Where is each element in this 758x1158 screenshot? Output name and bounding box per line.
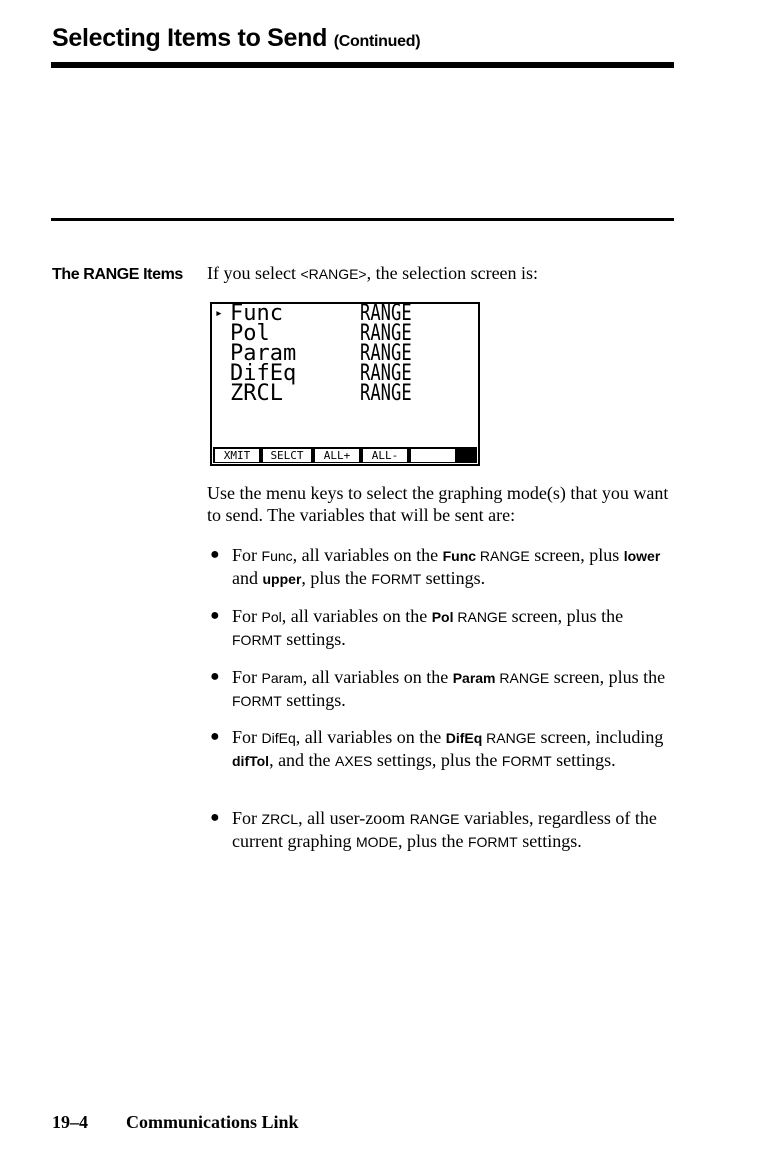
row-range: RANGE — [360, 361, 412, 386]
menu-key-all-plus[interactable]: ALL+ — [315, 449, 359, 462]
header-rule — [51, 62, 674, 68]
row-range: RANGE — [360, 341, 412, 366]
continued-label: (Continued) — [333, 33, 421, 50]
row-range: RANGE — [360, 321, 412, 346]
range-key: <RANGE> — [300, 266, 367, 282]
row-range: RANGE — [360, 301, 412, 326]
menu-key-empty — [411, 449, 455, 462]
description-paragraph: Use the menu keys to select the graphing mode(s) that you want to send. The variables that will be sent are: — [207, 483, 669, 525]
row-range: RANGE — [360, 381, 412, 406]
title-text: Selecting Items to Send — [52, 24, 328, 52]
chapter-title: Communications Link — [126, 1112, 299, 1132]
bullet-icon: ● — [210, 809, 220, 826]
list-item-pol: ● For Pol, all variables on the Pol RANGE screen, plus the FORMT settings. — [210, 606, 624, 649]
menu-key-all-minus[interactable]: ALL- — [363, 449, 407, 462]
list-item-zrcl: ● For ZRCL, all user-zoom RANGE variables, regardless of the current graphing MODE, plus the FORMT settings. — [210, 808, 657, 851]
section-heading: The RANGE Items — [52, 266, 183, 283]
page-title — [52, 24, 420, 53]
bullet-icon: ● — [210, 668, 220, 685]
row-name: Param — [230, 341, 297, 366]
menu-key-selct[interactable]: SELCT — [263, 449, 311, 462]
menu-key-xmit[interactable]: XMIT — [215, 449, 259, 462]
list-item-difeq: ● For DifEq, all variables on the DifEq RANGE screen, including difTol, and the AXES settings, plus the FORMT settings. — [210, 727, 664, 770]
row-name: DifEq — [230, 361, 297, 386]
menu-bar — [213, 447, 477, 463]
section-divider — [51, 218, 674, 221]
row-name: Pol — [230, 321, 270, 346]
calculator-screen — [210, 302, 480, 466]
bullet-icon: ● — [210, 546, 220, 563]
bullet-icon: ● — [210, 607, 220, 624]
list-item-func: ● For Func, all variables on the Func RANGE screen, plus lower and upper, plus the FORMT settings. — [210, 545, 661, 588]
row-name: Func — [230, 301, 283, 326]
cursor-icon: ▸ — [215, 306, 223, 321]
intro-text: If you select <RANGE>, the selection screen is: — [207, 263, 539, 283]
bullet-icon: ● — [210, 728, 220, 745]
list-item-param: ● For Param, all variables on the Param RANGE screen, plus the FORMT settings. — [210, 667, 666, 710]
row-name: ZRCL — [230, 381, 283, 406]
page-footer — [52, 1112, 299, 1133]
page-number: 19–4 — [52, 1112, 88, 1132]
